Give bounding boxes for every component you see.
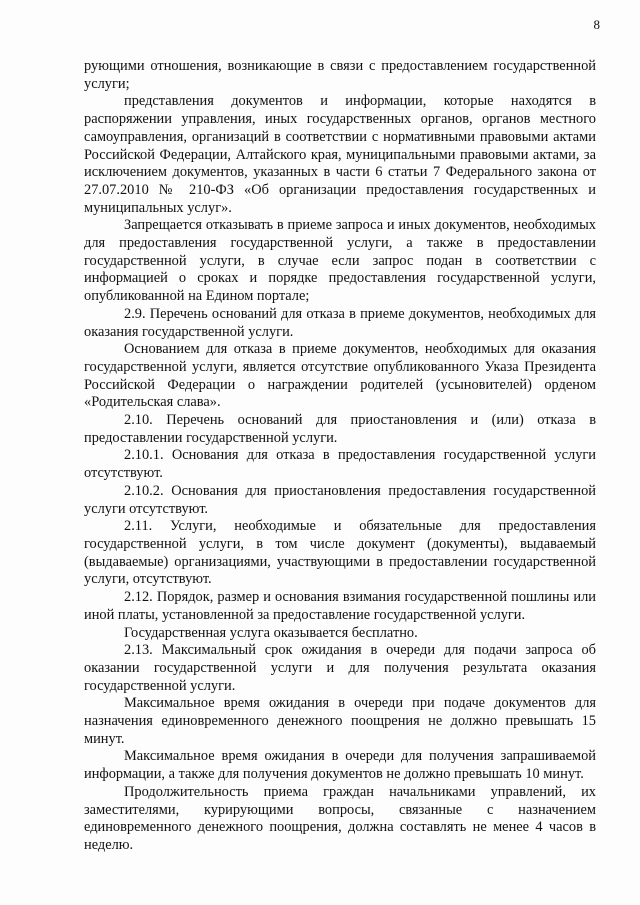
section-2-9: 2.9. Перечень оснований для отказа в приеме документов, необходимых для оказания государственной услуги.	[84, 305, 596, 340]
paragraph: представления документов и информации, которые находятся в распоряжении управления, иных государственных органов, органов местного самоуправления, организаций в соответствии с нормативными правовыми актами Российской Федерации, Алтайского края, муниципальными правовыми актами, за исключением документов, указанных в части 6 статьи 7 Федерального закона от 27.07.2010 № 210-ФЗ «Об организации предоставления государственных и муниципальных услуг».	[84, 93, 596, 216]
paragraph: Запрещается отказывать в приеме запроса и иных документов, необходимых для предоставления государственной услуги, а также в предоставлении государственной услуги, в случае если запрос подан в соответствии с информацией о сроках и порядке предоставления государственной услуги, опубликованной на Едином портале;	[84, 217, 596, 305]
section-2-11: 2.11. Услуги, необходимые и обязательные для предоставления государственной услуги, в том числе документ (документы), выдаваемый (выдаваемые) организациями, участвующими в предоставлении государственной услуги, отсутствуют.	[84, 518, 596, 588]
paragraph-continuation: рующими отношения, возникающие в связи с предоставлением государственной услуги;	[84, 58, 596, 92]
paragraph: Продолжительность приема граждан начальниками управлений, их заместителями, курирующими вопросы, связанные с назначением единовременного денежного поощрения, должна составлять не менее 4 часов в неделю.	[84, 783, 596, 853]
section-2-10: 2.10. Перечень оснований для приостановления и (или) отказа в предоставлении государственной услуги.	[84, 412, 596, 446]
section-2-10-1: 2.10.1. Основания для отказа в предоставления государственной услуги отсутствуют.	[84, 447, 596, 482]
paragraph: Основанием для отказа в приеме документов, необходимых для оказания государственной услуги, является отсутствие опубликованного Указа Президента Российской Федерации о награждении родителей (усыновителей) орденом «Родительская слава».	[84, 341, 596, 411]
section-2-10-2: 2.10.2. Основания для приостановления предоставления государственной услуги отсутствуют.	[84, 482, 596, 517]
document-body	[84, 58, 596, 855]
paragraph: Максимальное время ожидания в очереди для получения запрашиваемой информации, а также для получения документов не должно превышать 10 минут.	[84, 748, 596, 783]
paragraph: Государственная услуга оказывается бесплатно.	[124, 624, 418, 641]
paragraph: Максимальное время ожидания в очереди при подаче документов для назначения единовременного денежного поощрения не должно превышать 15 минут.	[84, 695, 596, 747]
page-number: 8	[593, 17, 600, 32]
section-2-13: 2.13. Максимальный срок ожидания в очереди для подачи запроса об оказании государственной услуги и для получения результата оказания государственной услуги.	[84, 642, 596, 694]
section-2-12: 2.12. Порядок, размер и основания взимания государственной пошлины или иной платы, установленной за предоставление государственной услуги.	[84, 589, 596, 623]
